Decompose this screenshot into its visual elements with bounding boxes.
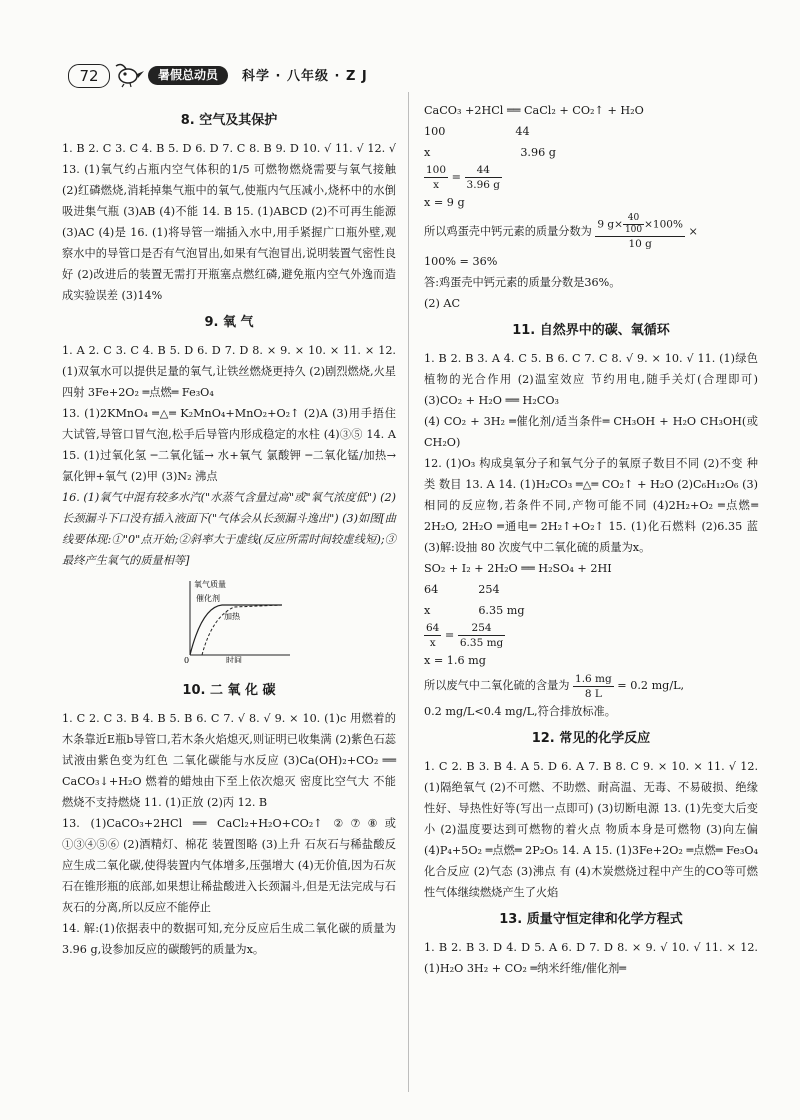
section-body: 1. B 2. B 3. A 4. C 5. B 6. C 7. C 8. √ 9. × 10. √ 11. (1)绿色植物的光合作用 (2)温室效应 节约用电,随手关灯(合理即可) (3)CO₂ + H₂O ══ H₂CO₃ [424, 352, 758, 407]
result: 100% = 36% [424, 255, 498, 268]
brand-badge: 暑假总动员 [148, 66, 228, 85]
section-body: 1. A 2. C 3. C 4. B 5. D 6. D 7. D 8. × 9. × 10. × 11. × 12. (1)双氧水可以提供足量的氧气,让铁丝燃烧更持久 (2)剧烈燃烧,火星四射 3Fe+2O₂ ═点燃═ Fe₃O₄ [62, 344, 396, 399]
fraction: $\frac{100}{x}$ [426, 164, 447, 191]
equation: CaCO₃ +2HCl ══ CaCl₂ + CO₂↑ + H₂O [424, 104, 644, 117]
result: x = 9 g [424, 196, 465, 209]
answer: 答:鸡蛋壳中钙元素的质量分数是36%。 [424, 276, 621, 289]
bird-mascot-icon [112, 60, 146, 88]
fraction: $\frac{1.6 mg}{8 L}$ [575, 672, 612, 700]
section-body: 12. (1)O₃ 构成臭氧分子和氧气分子的氧原子数目不同 (2)不变 种类 数目 13. A 14. (1)H₂CO₃ ═△═ CO₂↑ + H₂O (2)C₆H₁₂O₆ (3)相同的反应物,若条件不同,产物可能不同 (4)2H₂+O₂ ═点燃═ 2H₂O, 2H₂O ═通电═ 2H₂↑+O₂↑ 15. (1)化石燃料 (2)6.35 蓝 (3)解:设抽 80 次废气中二氧化硫的质量为x。 [424, 457, 758, 554]
ratio-row [424, 121, 758, 142]
subject-label: 科学 · 八年级 · Z J [242, 69, 368, 84]
section-title: 8. 空气及其保护 [180, 113, 278, 128]
molar-mass: 100 [424, 125, 446, 138]
ratio-row: 64 254 [424, 583, 500, 596]
catalyst-label: 催化剂 [196, 594, 220, 603]
fraction: $\frac{254}{6.35 mg}$ [459, 622, 504, 649]
section-body: 1. B 2. B 3. D 4. D 5. A 6. D 7. D 8. × 9. √ 10. √ 11. × 12. (1)H₂O 3H₂ + CO₂ ═纳米纤维/催化剂═ [424, 941, 758, 975]
column-divider [408, 92, 409, 1092]
section-body: 1. C 2. C 3. B 4. B 5. B 6. C 7. √ 8. √ 9. × 10. (1)c 用燃着的木条靠近E瓶b导管口,若木条火焰熄灭,则证明已收集满 (2)紫色石蕊试液由紫色变为红色 二氧化碳能与水反应 (3)Ca(OH)₂+CO₂ ══ CaCO₃↓+H₂O 燃着的蜡烛由下至上依次熄灭 密度比空气大 不能燃烧不支持燃烧 11. (1)正放 (2)丙 12. B [62, 712, 396, 809]
origin-label: 0 [184, 656, 190, 663]
y-axis-label: 氧气质量 [194, 580, 226, 589]
heating-curve [202, 605, 282, 655]
equation: SO₂ + I₂ + 2H₂O ══ H₂SO₄ + 2HI [424, 562, 612, 575]
section-body: (4) CO₂ + 3H₂ ═催化剂/适当条件═ CH₃OH + H₂O CH₃OH(或CH₂O) [424, 415, 758, 449]
section-title: 10. 二 氧 化 碳 [182, 683, 276, 698]
molar-mass: 44 [515, 125, 530, 138]
section-body: 16. (1)氧气中混有较多水汽("水蒸气含量过高"或"氧气浓度低") (2)长颈漏斗下口没有插入液面下("气体会从长颈漏斗逸出") (3)如图[曲线要体现:①"0"点开始;②斜率大于虚线(反应所需时间较虚线短);③最终产生氧气的质量相等] [62, 491, 396, 567]
ratio-row [424, 142, 758, 163]
known-mass: 3.96 g [520, 146, 556, 159]
x-axis-label: 时间 [226, 656, 242, 663]
section-body: 1. C 2. B 3. B 4. A 5. D 6. A 7. B 8. C 9. × 10. × 11. √ 12. (1)隔绝氧气 (2)不可燃、不助燃、耐高温、无毒、不易破损、绝缘性好、导热性好等(写出一点即可) (3)切断电源 13. (1)先变大后变小 (2)温度要达到可燃物的着火点 物质本身是可燃物 (3)向左偏 (4)P₄+5O₂ ═点燃═ 2P₂O₅ 14. A 15. (1)3Fe+2O₂ ═点燃═ Fe₃O₄ 化合反应 (2)气态 (3)沸点 有 (4)木炭燃烧过程中产生的CO等可燃性气体继续燃烧产生了火焰 [424, 760, 758, 899]
result: x = 1.6 mg [424, 654, 486, 667]
proportion: $\frac{100}{x}$ = $\frac{44}{3.96 g}$ [426, 164, 500, 191]
percent-line: 所以鸡蛋壳中钙元素的质量分数为 9 g× $\frac{40}{100}$ ×100% 10 g × [424, 213, 698, 250]
left-column [62, 104, 396, 960]
right-column [424, 100, 758, 979]
result: 0.2 mg/L<0.4 mg/L,符合排放标准。 [424, 705, 616, 718]
fraction: 9 g× $\frac{40}{100}$ ×100% 10 g [597, 213, 683, 250]
unknown: x [424, 146, 431, 159]
page-header [68, 60, 408, 88]
section-title: 11. 自然界中的碳、氧循环 [512, 323, 670, 338]
answer: (2) AC [424, 297, 461, 310]
section-body: 14. 解:(1)依据表中的数据可知,充分反应后生成二氧化碳的质量为3.96 g,设参加反应的碳酸钙的质量为x。 [62, 922, 396, 956]
oxygen-mass-graph [182, 577, 292, 663]
heating-label: 加热 [224, 612, 240, 621]
section-title: 13. 质量守恒定律和化学方程式 [499, 912, 683, 927]
fraction: $\frac{44}{3.96 g}$ [466, 164, 500, 191]
fraction: $\frac{64}{x}$ [426, 622, 440, 649]
page-number: 72 [68, 64, 110, 88]
ratio-row: x 6.35 mg [424, 604, 525, 617]
proportion: $\frac{64}{x}$ = $\frac{254}{6.35 mg}$ [426, 622, 504, 649]
section-body: 13. (1)CaCO₃+2HCl ══ CaCl₂+H₂O+CO₂↑ ②⑦⑧或①③④⑤⑥ (2)酒精灯、棉花 装置图略 (3)上升 石灰石与稀盐酸反应生成二氧化碳,使得装置内气体增多,压强增大 (4)无价值,因为石灰石在锥形瓶的底部,如果想让稀盐酸进入长颈漏斗,但是无法完成与石灰石的分离,所以反应不能停止 [62, 817, 396, 914]
section-body: 13. (1)2KMnO₄ ═△═ K₂MnO₄+MnO₂+O₂↑ (2)A (3)用手捂住大试管,导管口冒气泡,松手后导管内形成稳定的水柱 (4)③⑤ 14. A 15. (1)过氧化氢 ─二氧化锰→ 水+氧气 氯酸钾 ─二氧化锰/加热→ 氯化钾+氧气 (2)甲 (3)N₂ 沸点 [62, 407, 396, 483]
section-body: 1. B 2. C 3. C 4. B 5. D 6. D 7. C 8. B 9. D 10. √ 11. √ 12. √ 13. (1)氧气约占瓶内空气体积的1/5 可燃物燃烧需要与氧气接触 (2)红磷燃烧,消耗掉集气瓶中的氧气,使瓶内气压减小,烧杯中的水倒吸进集气瓶 (3)AB (4)不能 14. B 15. (1)ABCD (2)不可再生能源 (3)AC (4)是 16. (1)将导管一端插入水中,用手紧握广口瓶外壁,观察水中的导管口是否有气泡冒出,如果有气泡冒出,说明装置气密性良好 (2)改进后的装置无需打开瓶塞点燃红磷,避免瓶内空气外逸而造成实验误差 (3)14% [62, 142, 396, 302]
concentration-line: 所以废气中二氧化硫的含量为 $\frac{1.6 mg}{8 L}$ = 0.2 mg/L, [424, 672, 685, 700]
section-title: 9. 氧 气 [204, 315, 254, 330]
section-title: 12. 常见的化学反应 [531, 731, 651, 746]
